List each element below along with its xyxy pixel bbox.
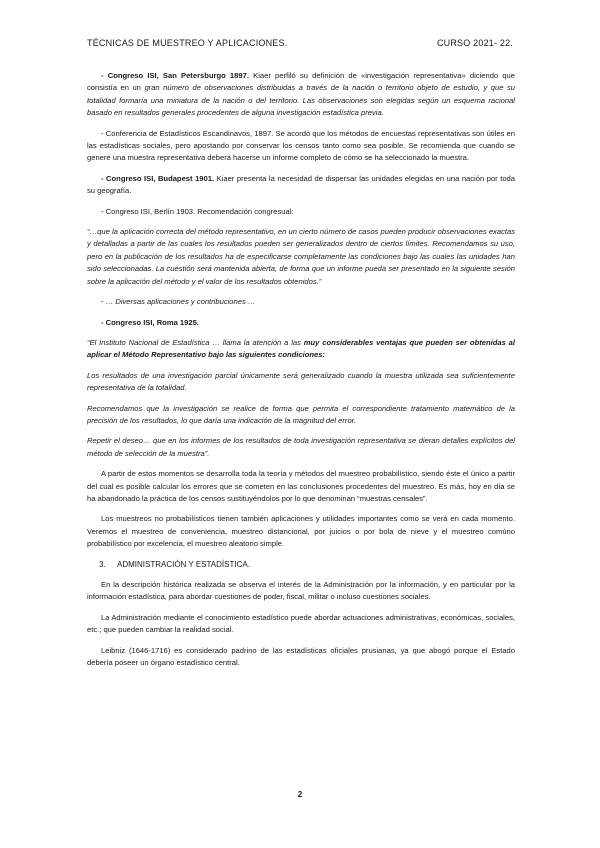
page-number: 2 [297,790,303,799]
paragraph-congreso-san-petersburgo [87,70,515,120]
paragraph-muestreo-probabilistico: A partir de estos momentos se desarrolla toda la teoría y métodos del muestreo probabilístico, siendo éste el único a partir del cual es posible calcular los errores que se cometen en las conclusiones procedentes del muestreo. Es más, hoy en día se ha abandonado la práctica de los censos sustituyéndolos por lo que denominan “muestras censales”. [87,469,515,503]
paragraph-administracion: La Administración mediante el conocimiento estadístico puede abordar actuaciones administrativas, económicas, sociales, etc.; que pueden cambiar la realidad social. [87,612,515,635]
quote-roma-intro [87,337,515,362]
paragraph-conferencia-escandinavos: - Conferencia de Estadísticos Escandinavos, 1897. Se acordó que los métodos de encuestas representativas son útiles en las estadísticas sociales, pero apostando por conservar los censos tanto como sea posible. Se recomienda que cuando se genere una muestra representativa deberá hacerse un informe completo de cómo se ha seleccionado la muestra. [87,128,515,163]
paragraph-descripcion-historica: En la descripción histórica realizada se observa el interés de la Administración por la información, y en particular por la información estadística, para abordar cuestiones de poder, fiscal, militar o incluso cuestiones sociales. [87,580,515,602]
header-course-year: CURSO 2021- 22. [436,38,513,48]
paragraph-lead: - Congreso ISI, San Petersburgo 1897. [101,71,249,80]
quote-roma-condition-1: Los resultados de una investigación parcial únicamente será generalizado cuando la muestra utilizada sea suficientemente representativa de la totalidad. [87,370,515,393]
paragraph-text: Kiaer perfiló su definición de «investigación representativa» diciendo que consistía en un [87,71,515,93]
paragraph-congreso-roma: - Congreso ISI, Roma 1925. [101,317,199,327]
paragraph-leibniz: Leibniz (1646-1716) es considerado padrino de las estadísticas oficiales prusianas, ya que abogó porque el Estado debería poseer un órgano estadístico central. [87,645,515,668]
paragraph-italic-text: gran número de observaciones distribuidas a través de la nación o territorio objeto de estudio, y que su totalidad formaría una miniatura de la nación o del territorio. Las observaciones son elegidas según un esquema racional basado en resultados generales procedentes de alguna investigación estadística previa. [87,83,515,118]
quote-berlin-recommendation: “…que la aplicación correcta del método representativo, en un cierto número de casos pueden producir observaciones exactas y detalladas a partir de las cuales los resultados pueden ser generalizados dentro de ciertos límites. Recomendamos su uso, pero en la publicación de los resultados ha de especificarse completamente las condiciones bajo las cuales las unidades han sido seleccionadas. La cuestión será mantenida abierta, de forma que un informe pueda ser presentado en la siguiente sesión sobre la aplicación del método y el valor de los resultados obtenidos.” [87,227,515,286]
quote-roma-condition-3: Repetir el deseo… que en los informes de los resultados de toda investigación representativa se dieran detalles explícitos del método de selección de la muestra”. [87,436,515,458]
paragraph-muestreo-no-probabilistico: Los muestreos no probabilísticos tienen también aplicaciones y utilidades importantes como se verá en cada momento. Veremos el muestreo de conveniencia, muestreo distancional, por juicios o por bola de nieve y el muestreo comúno probabilístico por excelencia, el muestreo aleatorio simple. [87,514,515,549]
paragraph-diversas-aplicaciones: - … Diversas aplicaciones y contribuciones … [101,297,256,307]
paragraph-lead: - Congreso ISI, Budapest 1901. [101,173,215,183]
document-body [87,70,515,677]
quote-bold-text: muy considerables ventajas que pueden ser obtenidas al aplicar el Método Representativo bajo las siguientes condiciones: [87,337,515,360]
paragraph-congreso-berlin: - Congreso ISI, Berlín 1903. Recomendación congresual: [101,206,294,216]
quote-roma-condition-2: Recomendamos que la investigación se realice de forma que permita el correspondiente tratamiento matemático de la precisión de los resultados, lo que daría una indicación de la magnitud del error. [87,403,515,425]
paragraph-text: Kiaer presenta la necesidad de dispersar las unidades elegidas en una nación por toda su geografía. [87,173,516,196]
header-course-title: TÉCNICAS DE MUESTREO Y APLICACIONES. [87,38,288,48]
section-heading [99,559,515,571]
quote-text: “El Instituto Nacional de Estadística … llama la atención a las [87,337,304,347]
section-number: 3. [99,559,106,569]
page-header [87,38,513,52]
paragraph-congreso-budapest [87,173,515,198]
section-title: ADMINISTRACIÓN Y ESTADÍSTICA. [117,559,250,569]
